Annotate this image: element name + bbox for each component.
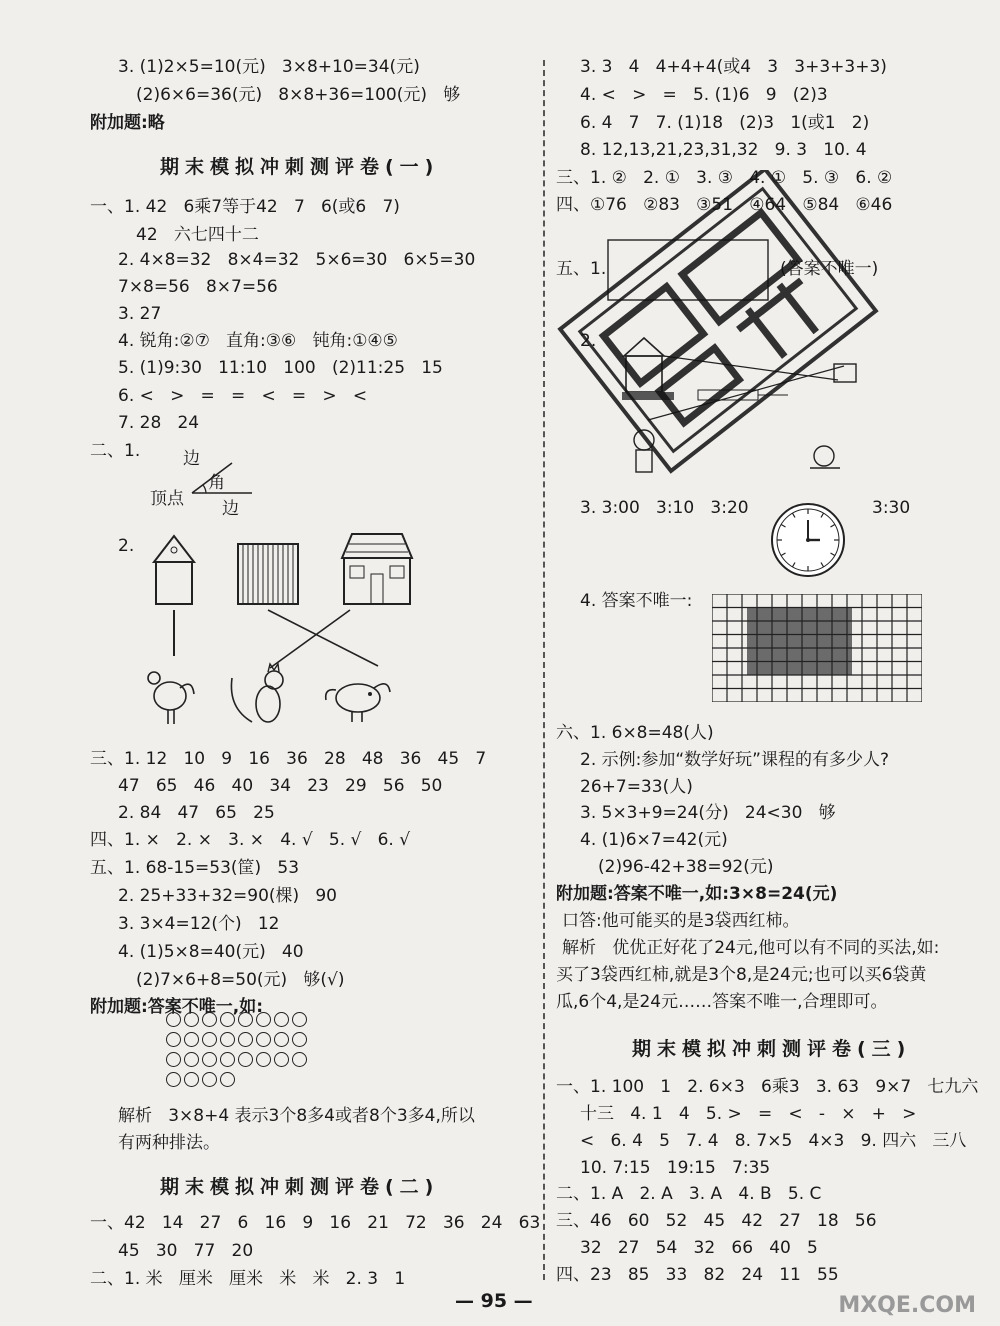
answer-line: 42 六七四十二 bbox=[136, 225, 259, 245]
answer-line: 二、1. 米 厘米 厘米 米 米 2. 3 1 bbox=[90, 1269, 406, 1289]
answer-line: 4. 答案不唯一: bbox=[580, 591, 693, 611]
roof-top-icon bbox=[238, 544, 298, 604]
answer-line: 2. 84 47 65 25 bbox=[118, 803, 275, 823]
answer-line: 一、42 14 27 6 16 9 16 21 72 36 24 63 bbox=[90, 1213, 541, 1233]
answer-line: 五、1. 68-15=53(筐) 53 bbox=[90, 858, 300, 878]
answer-line: 32 27 54 32 66 40 5 bbox=[580, 1238, 818, 1258]
answer-line: 6. < > = = < = > < bbox=[118, 386, 368, 406]
answer-line: (2)7×6+8=50(元) 够(√) bbox=[136, 970, 345, 990]
angle-label: 角 bbox=[208, 473, 225, 493]
answer-line: 5. (1)9:30 11:10 100 (2)11:25 15 bbox=[118, 358, 443, 378]
answer-line: 45 30 77 20 bbox=[118, 1241, 254, 1261]
answer-line: 二、1. bbox=[90, 441, 141, 461]
answer-line: 3. 3×4=12(个) 12 bbox=[118, 914, 280, 934]
clock-icon bbox=[768, 500, 848, 580]
official-stamp bbox=[560, 170, 879, 471]
answer-line: 8. 12,13,21,23,31,32 9. 3 10. 4 bbox=[580, 140, 867, 160]
section-title: 期末模拟冲刺测评卷(三) bbox=[632, 1038, 912, 1060]
answer-line: 十三 4. 1 4 5. > = < - × + > bbox=[580, 1104, 917, 1124]
answer-line: 3. (1)2×5=10(元) 3×8+10=34(元) bbox=[118, 57, 420, 77]
answer-line: 7. 28 24 bbox=[118, 413, 200, 433]
answer-line: 五、1. bbox=[556, 259, 607, 279]
answer-line: 2. 25+33+32=90(棵) 90 bbox=[118, 886, 337, 906]
answer-line: 4. < > = 5. (1)6 9 (2)3 bbox=[580, 85, 828, 105]
answer-line: 六、1. 6×8=48(人) bbox=[556, 723, 714, 743]
answer-line: 四、1. × 2. × 3. × 4. √ 5. √ 6. √ bbox=[90, 830, 411, 850]
vertex-label: 顶点 bbox=[150, 489, 184, 509]
angle-side-label: 边 bbox=[183, 449, 200, 469]
route-map-diagram bbox=[548, 170, 888, 480]
clock-time-label: 3:30 bbox=[872, 498, 911, 518]
answer-line: 3. 27 bbox=[118, 304, 162, 324]
answer-line: 3. 5×3+9=24(分) 24<30 够 bbox=[580, 803, 836, 823]
answer-line: 口答:他可能买的是3袋西红柿。 bbox=[562, 911, 800, 931]
answer-line: 一、1. 42 6乘7等于42 7 6(或6 7) bbox=[90, 197, 400, 217]
answer-line: 2. 示例:参加“数学好玩”课程的有多少人? bbox=[580, 750, 889, 770]
watermark: MXQE.COM bbox=[838, 1293, 976, 1318]
explanation-line: 有两种排法。 bbox=[118, 1133, 220, 1153]
answer-line: 三、46 60 52 45 42 27 18 56 bbox=[556, 1211, 877, 1231]
answer-line: 二、1. A 2. A 3. A 4. B 5. C bbox=[556, 1184, 822, 1204]
house-front-icon bbox=[342, 534, 412, 604]
explanation-line: 解析 3×8+4 表示3个8多4或者8个3多4,所以 bbox=[118, 1106, 475, 1126]
page-number: — 95 — bbox=[455, 1290, 533, 1312]
answer-line: 四、23 85 33 82 24 11 55 bbox=[556, 1265, 839, 1285]
answer-line: 6. 4 7 7. (1)18 (2)3 1(或1 2) bbox=[580, 113, 870, 133]
shaded-grid-diagram bbox=[712, 594, 922, 702]
cat-icon bbox=[231, 664, 283, 722]
answer-line: 26+7=33(人) bbox=[580, 777, 693, 797]
section-title: 期末模拟冲刺测评卷(一) bbox=[160, 156, 440, 178]
answer-line: (2)96-42+38=92(元) bbox=[598, 857, 774, 877]
bird-icon bbox=[326, 684, 390, 722]
answer-line: 2. bbox=[118, 536, 135, 556]
rooster-icon bbox=[148, 672, 194, 724]
extra-question: 附加题:答案不唯一,如: bbox=[90, 997, 264, 1017]
answer-line: 7×8=56 8×7=56 bbox=[118, 277, 278, 297]
column-divider bbox=[543, 60, 545, 1280]
answer-line: 2. bbox=[580, 331, 597, 351]
answer-line: 2. 4×8=32 8×4=32 5×6=30 6×5=30 bbox=[118, 250, 476, 270]
explanation-line: 买了3袋西红柿,就是3个8,是24元;也可以买6袋黄 bbox=[556, 965, 927, 985]
answer-line: 10. 7:15 19:15 7:35 bbox=[580, 1158, 771, 1178]
answer-line: 3. 3 4 4+4+4(或4 3 3+3+3+3) bbox=[580, 57, 887, 77]
answer-line: (2)6×6=36(元) 8×8+36=100(元) 够 bbox=[136, 85, 461, 105]
answer-line: 47 65 46 40 34 23 29 56 50 bbox=[118, 776, 443, 796]
extra-question: 附加题:答案不唯一,如:3×8=24(元) bbox=[556, 884, 838, 904]
extra-question: 附加题:略 bbox=[90, 113, 165, 133]
explanation-line: 解析 优优正好花了24元,他可以有不同的买法,如: bbox=[562, 938, 940, 958]
answer-line: 四、①76 ②83 ③51 ④64 ⑤84 ⑥46 bbox=[556, 195, 893, 215]
views-matching-diagram bbox=[140, 528, 430, 748]
answer-line: 三、1. 12 10 9 16 36 28 48 36 45 7 bbox=[90, 749, 487, 769]
angle-side-label: 边 bbox=[222, 499, 239, 519]
answer-line: < 6. 4 5 7. 4 8. 7×5 4×3 9. 四六 三八 bbox=[580, 1131, 967, 1151]
answer-note: (答案不唯一) bbox=[780, 259, 879, 279]
house-side-icon bbox=[154, 536, 194, 604]
explanation-line: 瓜,6个4,是24元……答案不唯一,合理即可。 bbox=[556, 992, 888, 1012]
answer-line: 一、1. 100 1 2. 6×3 6乘3 3. 63 9×7 七九六 bbox=[556, 1077, 979, 1097]
answer-line: 三、1. ② 2. ① 3. ③ 4. ① 5. ③ 6. ② bbox=[556, 168, 893, 188]
snail-icon bbox=[810, 446, 840, 468]
answer-line: 4. (1)5×8=40(元) 40 bbox=[118, 942, 304, 962]
section-title: 期末模拟冲刺测评卷(二) bbox=[160, 1176, 440, 1198]
answer-line: 4. (1)6×7=42(元) bbox=[580, 830, 728, 850]
answer-line: 4. 锐角:②⑦ 直角:③⑥ 钝角:①④⑤ bbox=[118, 331, 398, 351]
answer-line: 3. 3:00 3:10 3:20 bbox=[580, 498, 749, 518]
circle-arrangement bbox=[166, 1012, 310, 1092]
